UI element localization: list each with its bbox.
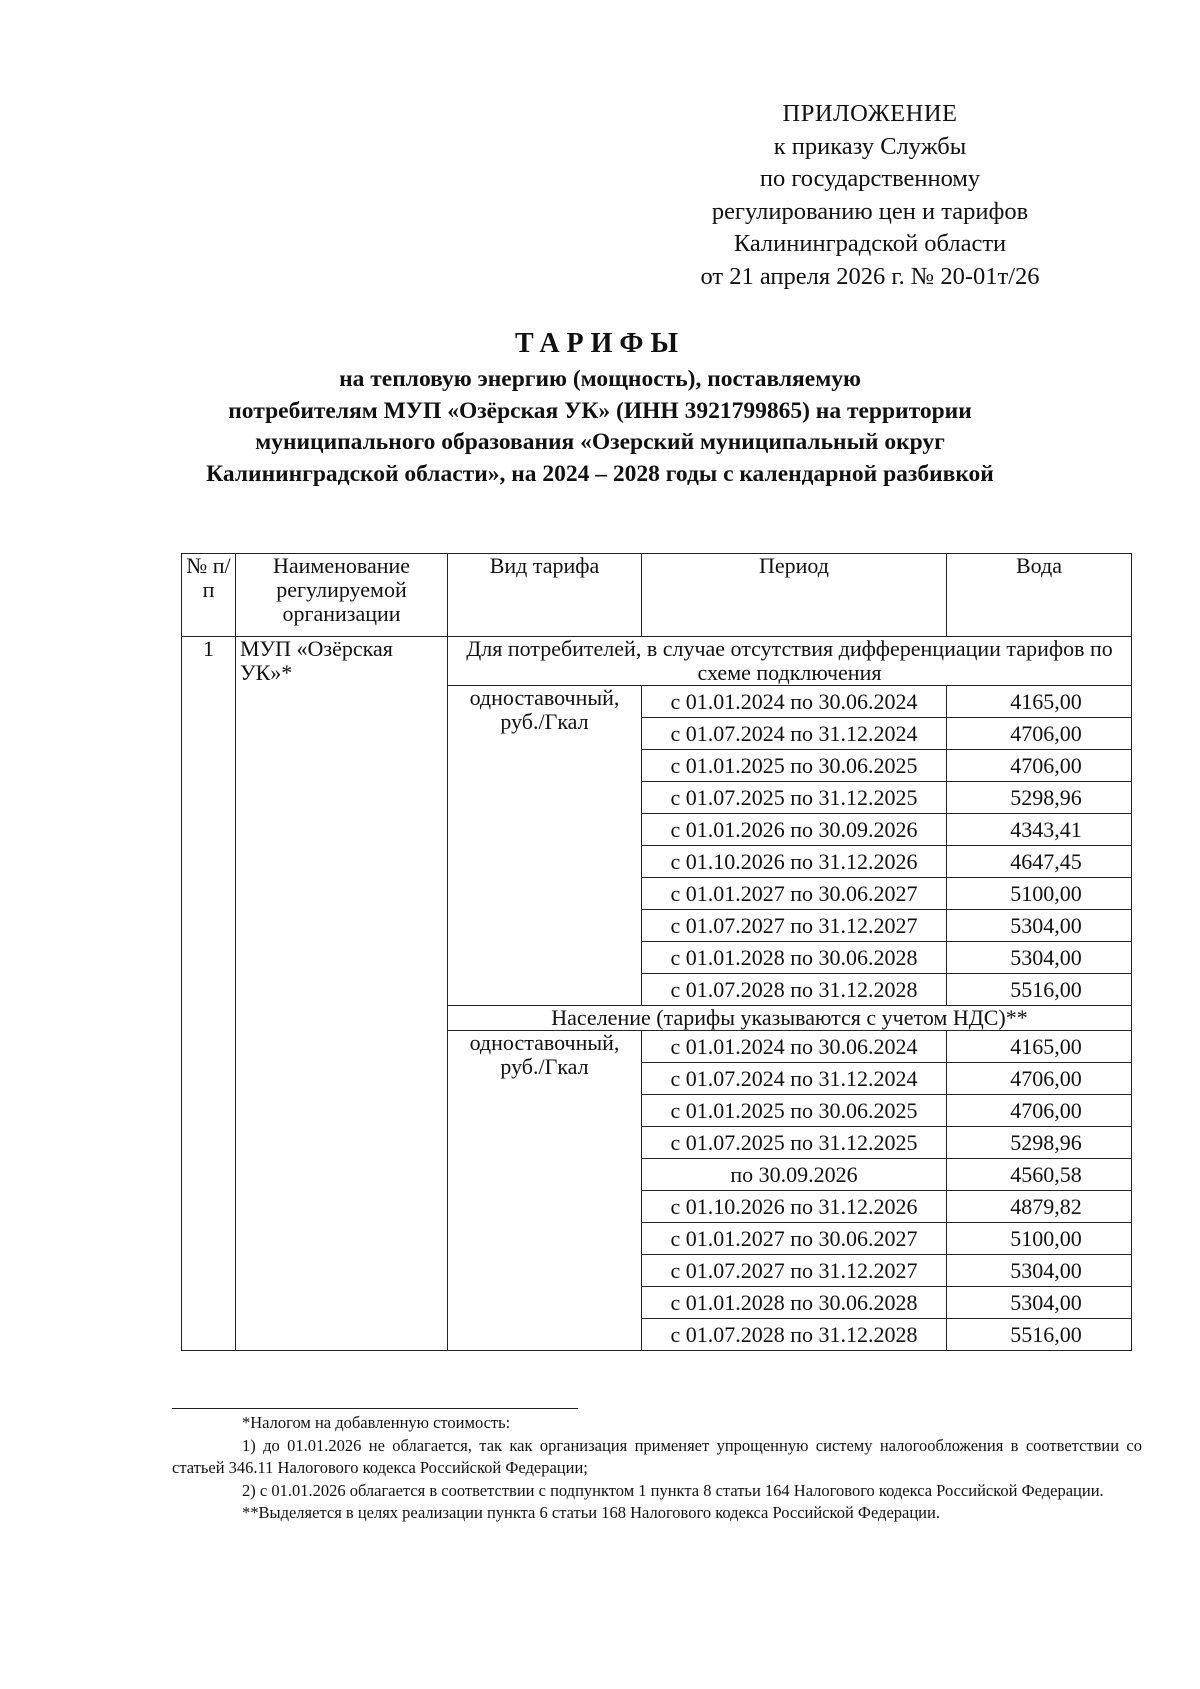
tariff-value-cell: 4706,00 (947, 1063, 1132, 1095)
organization-name: МУП «Озёрская УК»* (236, 637, 448, 1351)
header-organization: Наименование регулируемой организации (236, 554, 448, 637)
tariff-value-cell: 4165,00 (947, 686, 1132, 718)
subtitle-line: Калининградской области», на 2024 – 2028 годы с календарной разбивкой (206, 460, 994, 487)
tariff-table-body (182, 554, 1132, 1351)
period-cell: по 30.09.2026 (642, 1159, 947, 1191)
footnotes (172, 1412, 1142, 1525)
appendix-line: Калининградской области (733, 230, 1007, 257)
tariff-value-cell: 5100,00 (947, 878, 1132, 910)
appendix-order-date: от 21 апреля 2026 г. № 20-01т/26 (700, 262, 1040, 290)
footnote-population: **Выделяется в целях реализации пункта 6 статьи 168 Налогового кодекса Российской Федерации. (242, 1503, 940, 1522)
period-cell: с 01.01.2027 по 30.06.2027 (642, 1223, 947, 1255)
header-tariff-type: Вид тарифа (448, 554, 642, 637)
tariff-value-cell: 4706,00 (947, 718, 1132, 750)
tariff-value-cell: 4560,58 (947, 1159, 1132, 1191)
document-title-block (140, 326, 1060, 490)
tariff-value-cell: 4706,00 (947, 1095, 1132, 1127)
table-header-row (182, 554, 1132, 637)
tariff-table (181, 553, 1132, 1351)
period-cell: с 01.07.2025 по 31.12.2025 (642, 1127, 947, 1159)
group-title: Для потребителей, в случае отсутствия дифференциации тарифов по схеме подключения (448, 637, 1132, 686)
tariff-value-cell: 5516,00 (947, 1319, 1132, 1351)
period-cell: с 01.07.2028 по 31.12.2028 (642, 974, 947, 1006)
subtitle-line: муниципального образования «Озерский муниципальный округ (255, 429, 945, 455)
footnote-vat-item-2: 2) с 01.01.2026 облагается в соответствии с подпунктом 1 пункта 8 статьи 164 Налогового кодекса Российской Федерации. (242, 1480, 1104, 1500)
period-cell: с 01.07.2025 по 31.12.2025 (642, 782, 947, 814)
footnote-vat-title: *Налогом на добавленную стоимость: (242, 1413, 511, 1432)
tariff-value-cell: 5304,00 (947, 1255, 1132, 1287)
header-number: № п/ п (182, 554, 236, 637)
tariff-value-cell: 5516,00 (947, 974, 1132, 1006)
period-cell: с 01.10.2026 по 31.12.2026 (642, 1191, 947, 1223)
footnote-vat-item-1: 1) до 01.01.2026 не облагается, так как организация применяет упрощенную систему налогообложения в соответствии со статьей 346.11 Налогового кодекса Российской Федерации; (172, 1435, 1142, 1477)
period-cell: с 01.01.2026 по 30.09.2026 (642, 814, 947, 846)
period-cell: с 01.01.2024 по 30.06.2024 (642, 686, 947, 718)
period-cell: с 01.01.2028 по 30.06.2028 (642, 1287, 947, 1319)
tariff-value-cell: 4165,00 (947, 1031, 1132, 1063)
tariff-type: одноставочный, руб./Гкал (448, 1031, 642, 1351)
appendix-line: по государственному (759, 165, 981, 192)
tariff-value-cell: 5304,00 (947, 942, 1132, 974)
tariff-value-cell: 5100,00 (947, 1223, 1132, 1255)
period-cell: с 01.07.2027 по 31.12.2027 (642, 1255, 947, 1287)
tariff-value-cell: 4343,41 (947, 814, 1132, 846)
tariff-value-cell: 4647,45 (947, 846, 1132, 878)
period-cell: с 01.07.2024 по 31.12.2024 (642, 718, 947, 750)
tariff-type: одноставочный, руб./Гкал (448, 686, 642, 1006)
subtitle-line: на тепловую энергию (мощность), поставляемую (339, 366, 861, 392)
subtitle-line: потребителям МУП «Озёрская УК» (ИНН 3921799865) на территории (228, 397, 972, 424)
group-title: Население (тарифы указываются с учетом НДС)** (448, 1006, 1132, 1031)
period-cell: с 01.07.2028 по 31.12.2028 (642, 1319, 947, 1351)
period-cell: с 01.01.2024 по 30.06.2024 (642, 1031, 947, 1063)
tariff-value-cell: 5298,96 (947, 1127, 1132, 1159)
period-cell: с 01.10.2026 по 31.12.2026 (642, 846, 947, 878)
period-cell: с 01.01.2027 по 30.06.2027 (642, 878, 947, 910)
header-period: Период (642, 554, 947, 637)
tariff-value-cell: 5304,00 (947, 1287, 1132, 1319)
document-title: ТАРИФЫ (515, 328, 685, 359)
appendix-title: ПРИЛОЖЕНИЕ (782, 100, 958, 127)
appendix-line: регулированию цен и тарифов (711, 197, 1029, 225)
header-water: Вода (947, 554, 1132, 637)
tariff-value-cell: 4879,82 (947, 1191, 1132, 1223)
footnote-divider (172, 1408, 578, 1409)
row-number: 1 (182, 637, 236, 1351)
period-cell: с 01.01.2025 по 30.06.2025 (642, 750, 947, 782)
tariff-value-cell: 5304,00 (947, 910, 1132, 942)
appendix-line: к приказу Службы (773, 132, 967, 160)
tariff-value-cell: 4706,00 (947, 750, 1132, 782)
period-cell: с 01.01.2028 по 30.06.2028 (642, 942, 947, 974)
period-cell: с 01.01.2025 по 30.06.2025 (642, 1095, 947, 1127)
period-cell: с 01.07.2024 по 31.12.2024 (642, 1063, 947, 1095)
tariff-value-cell: 5298,96 (947, 782, 1132, 814)
group-header-row (182, 637, 1132, 686)
period-cell: с 01.07.2027 по 31.12.2027 (642, 910, 947, 942)
appendix-block (640, 98, 1100, 293)
